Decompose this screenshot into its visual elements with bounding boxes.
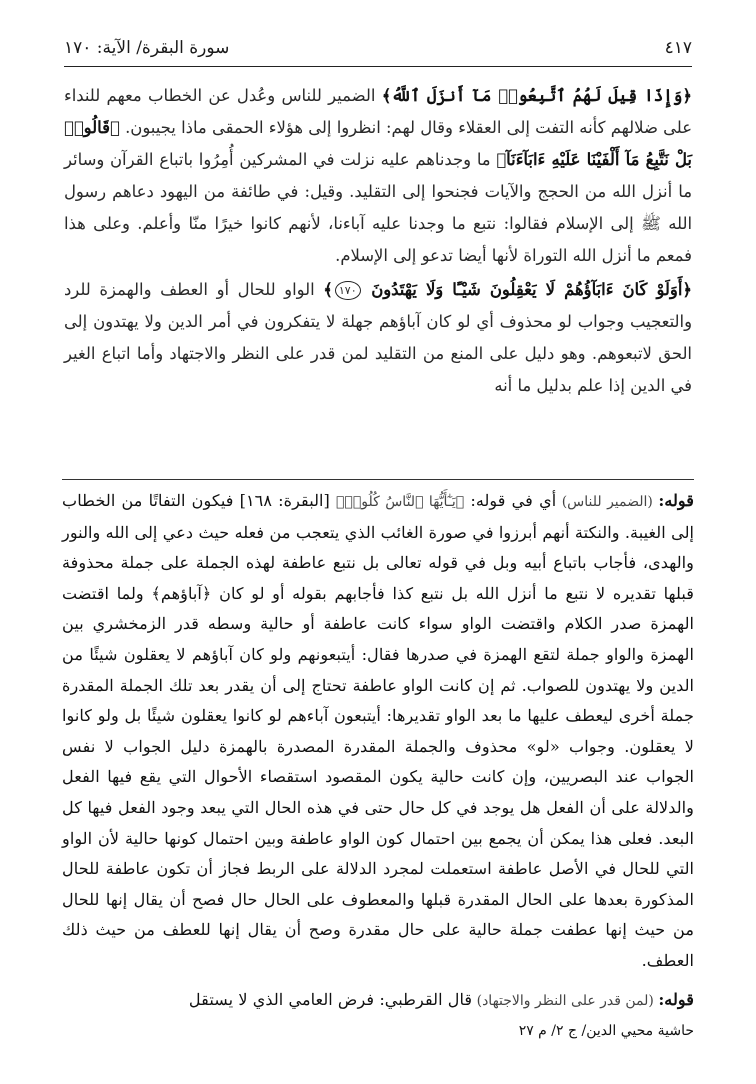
quran-bracket: ﴾ (323, 280, 333, 299)
main-paragraph-2 (64, 274, 692, 402)
footnote-text: قال القرطبي: فرض العامي الذي لا يستقل (188, 989, 473, 1009)
footnote-separator (62, 479, 694, 480)
quran-quote: ﴿وَإِذَا قِيلَ لَهُمُ ٱتَّبِعُوا۟ مَآ أَنزَلَ ٱللَّهُ﴾ (381, 86, 692, 105)
quran-quote: ﴿يَـٰٓأَيُّهَا ٱلنَّاسُ كُلُوا۟﴾ (336, 494, 465, 510)
page-header (64, 30, 692, 67)
commentary-text: ما وجدناهم عليه نزلت في المشركين أُمِرُوا باتباع القرآن وسائر ما أنزل الله من الحجج والآيات فجنحوا إلى التقليد. وقيل: في طائفة من اليهود دعاهم رسول الله ﷺ إلى الإسلام فقالوا: نتبع ما وجدنا عليه آباءنا، لأنهم كانوا خيرًا منّا وأعلم. وعلى هذا فمعم ما أنزل الله التوراة لأنها أيضا تدعو إلى الإسلام. (64, 150, 692, 265)
footnote-text: أي في قوله: (464, 491, 557, 510)
footnote-1 (62, 486, 694, 977)
quran-quote: ﴿قَالُوا۟ بَلْ نَتَّبِعُ مَآ أَلْفَيْنَا عَلَيْهِ ءَابَآءَنَآ﴾ (64, 118, 692, 169)
footnote-label: قوله: (658, 989, 694, 1009)
surah-verse-title: سورة البقرة/ الآية: ١٧٠ (64, 38, 230, 58)
verse-number-badge: ١٧٠ (335, 281, 361, 300)
main-paragraph-1 (64, 80, 692, 272)
commentary-text: الضمير للناس وعُدل عن الخطاب معهم للنداء على ضلالهم كأنه التفت إلى العقلاء وقال لهم: انظروا إلى هؤلاء الحمقى ماذا يجيبون. (64, 86, 692, 137)
footnote-quoted-phrase: (لمن قدر على النظر والاجتهاد) (472, 992, 659, 1009)
source-note: حاشية محيي الدين/ ج ٢/ م ٢٧ (518, 1023, 694, 1040)
page-number: ٤١٧ (664, 38, 692, 58)
commentary-text: الواو للحال أو العطف والهمزة للرد والتعجيب وجواب لو محذوف أي لو كان آباؤهم جهلة لا يتفكرون في أمر الدين ولا يهتدون إلى الحق لاتبعوهم. وهو دليل على المنع من التقليد لمن قدر على النظر والاجتهاد وأما اتباع الغير في الدين إذا علم بدليل ما أنه (64, 280, 692, 395)
footnote-2 (62, 985, 694, 1017)
footnotes-section (62, 486, 694, 1047)
footnote-label: قوله: (658, 491, 695, 510)
quran-quote: ﴿أَوَلَوْ كَانَ ءَابَآؤُهُمْ لَا يَعْقِلُونَ شَيْـًٔا وَلَا يَهْتَدُونَ (371, 280, 692, 299)
main-commentary (64, 80, 692, 402)
footnote-text: [البقرة: ١٦٨] فيكون التفاتًا من الخطاب إلى الغيبة. والنكتة أنهم أبرزوا في صورة الغائب الذي يتعجب من فعله حيث دعي إلى الله والنور والهدى، فأجاب باتباع أبيه وبل في قوله تعالى بل نتبع عاطفة لهذه الجملة على جملة محذوفة قبلها تقديره لا نتبع ما أنزل الله بل نتبع كذا فأجابهم بقوله أو لو كان ﴿آباؤهم﴾ ولما اقتضت الهمزة صدر الكلام واقتضت الواو سواء كانت عاطفة أو حالية وسطه قدر الزمخشري بين الهمزة والواو جملة لتقع الهمزة في صدرها فقال: أيتبعونهم ولو كان آباؤهم لا يعقلون شيئًا من الدين ولا يهتدون للصواب. ثم إن كانت الواو عاطفة تحتاج إلى أن يقدر بعد تلك الجملة المقدرة جملة أخرى ليعطف عليها ما بعد الواو تقديرها: أيتبعون آباءهم لو كانوا يعقلون شيئًا بل ولو كانوا لا يعقلون. وجواب «لو» محذوف والجملة المقدرة المصدرة بالهمزة دليل الجواب لا نفس الجواب عند البصريين، وإن كانت حالية يكون المقصود استقصاء الأحوال التي يقع فيها الفعل والدلالة على أن الفعل هل يوجد في كل حال حتى في هذه الحال التي يبعد وجود الفعل فيها كل البعد. فعلى هذا يمكن أن يجمع بين احتمال كون الواو عاطفة وبين احتمال كونها حالية لأن الواو التي للحال في الأصل عاطفة استعملت لمجرد الدلالة على الربط فجاز أن تكون عاطفة للحال المذكورة بعدها على الحال المقدرة قبلها والمعطوف على الحال حال فصح أن يقال إنها للحال من حيث إنها عطفت جملة حالية على حال مقدرة وصح أن يقال إنها للعطف من حيث ذلك العطف. (62, 491, 694, 970)
footnote-quoted-phrase: (الضمير للناس) (556, 494, 659, 510)
